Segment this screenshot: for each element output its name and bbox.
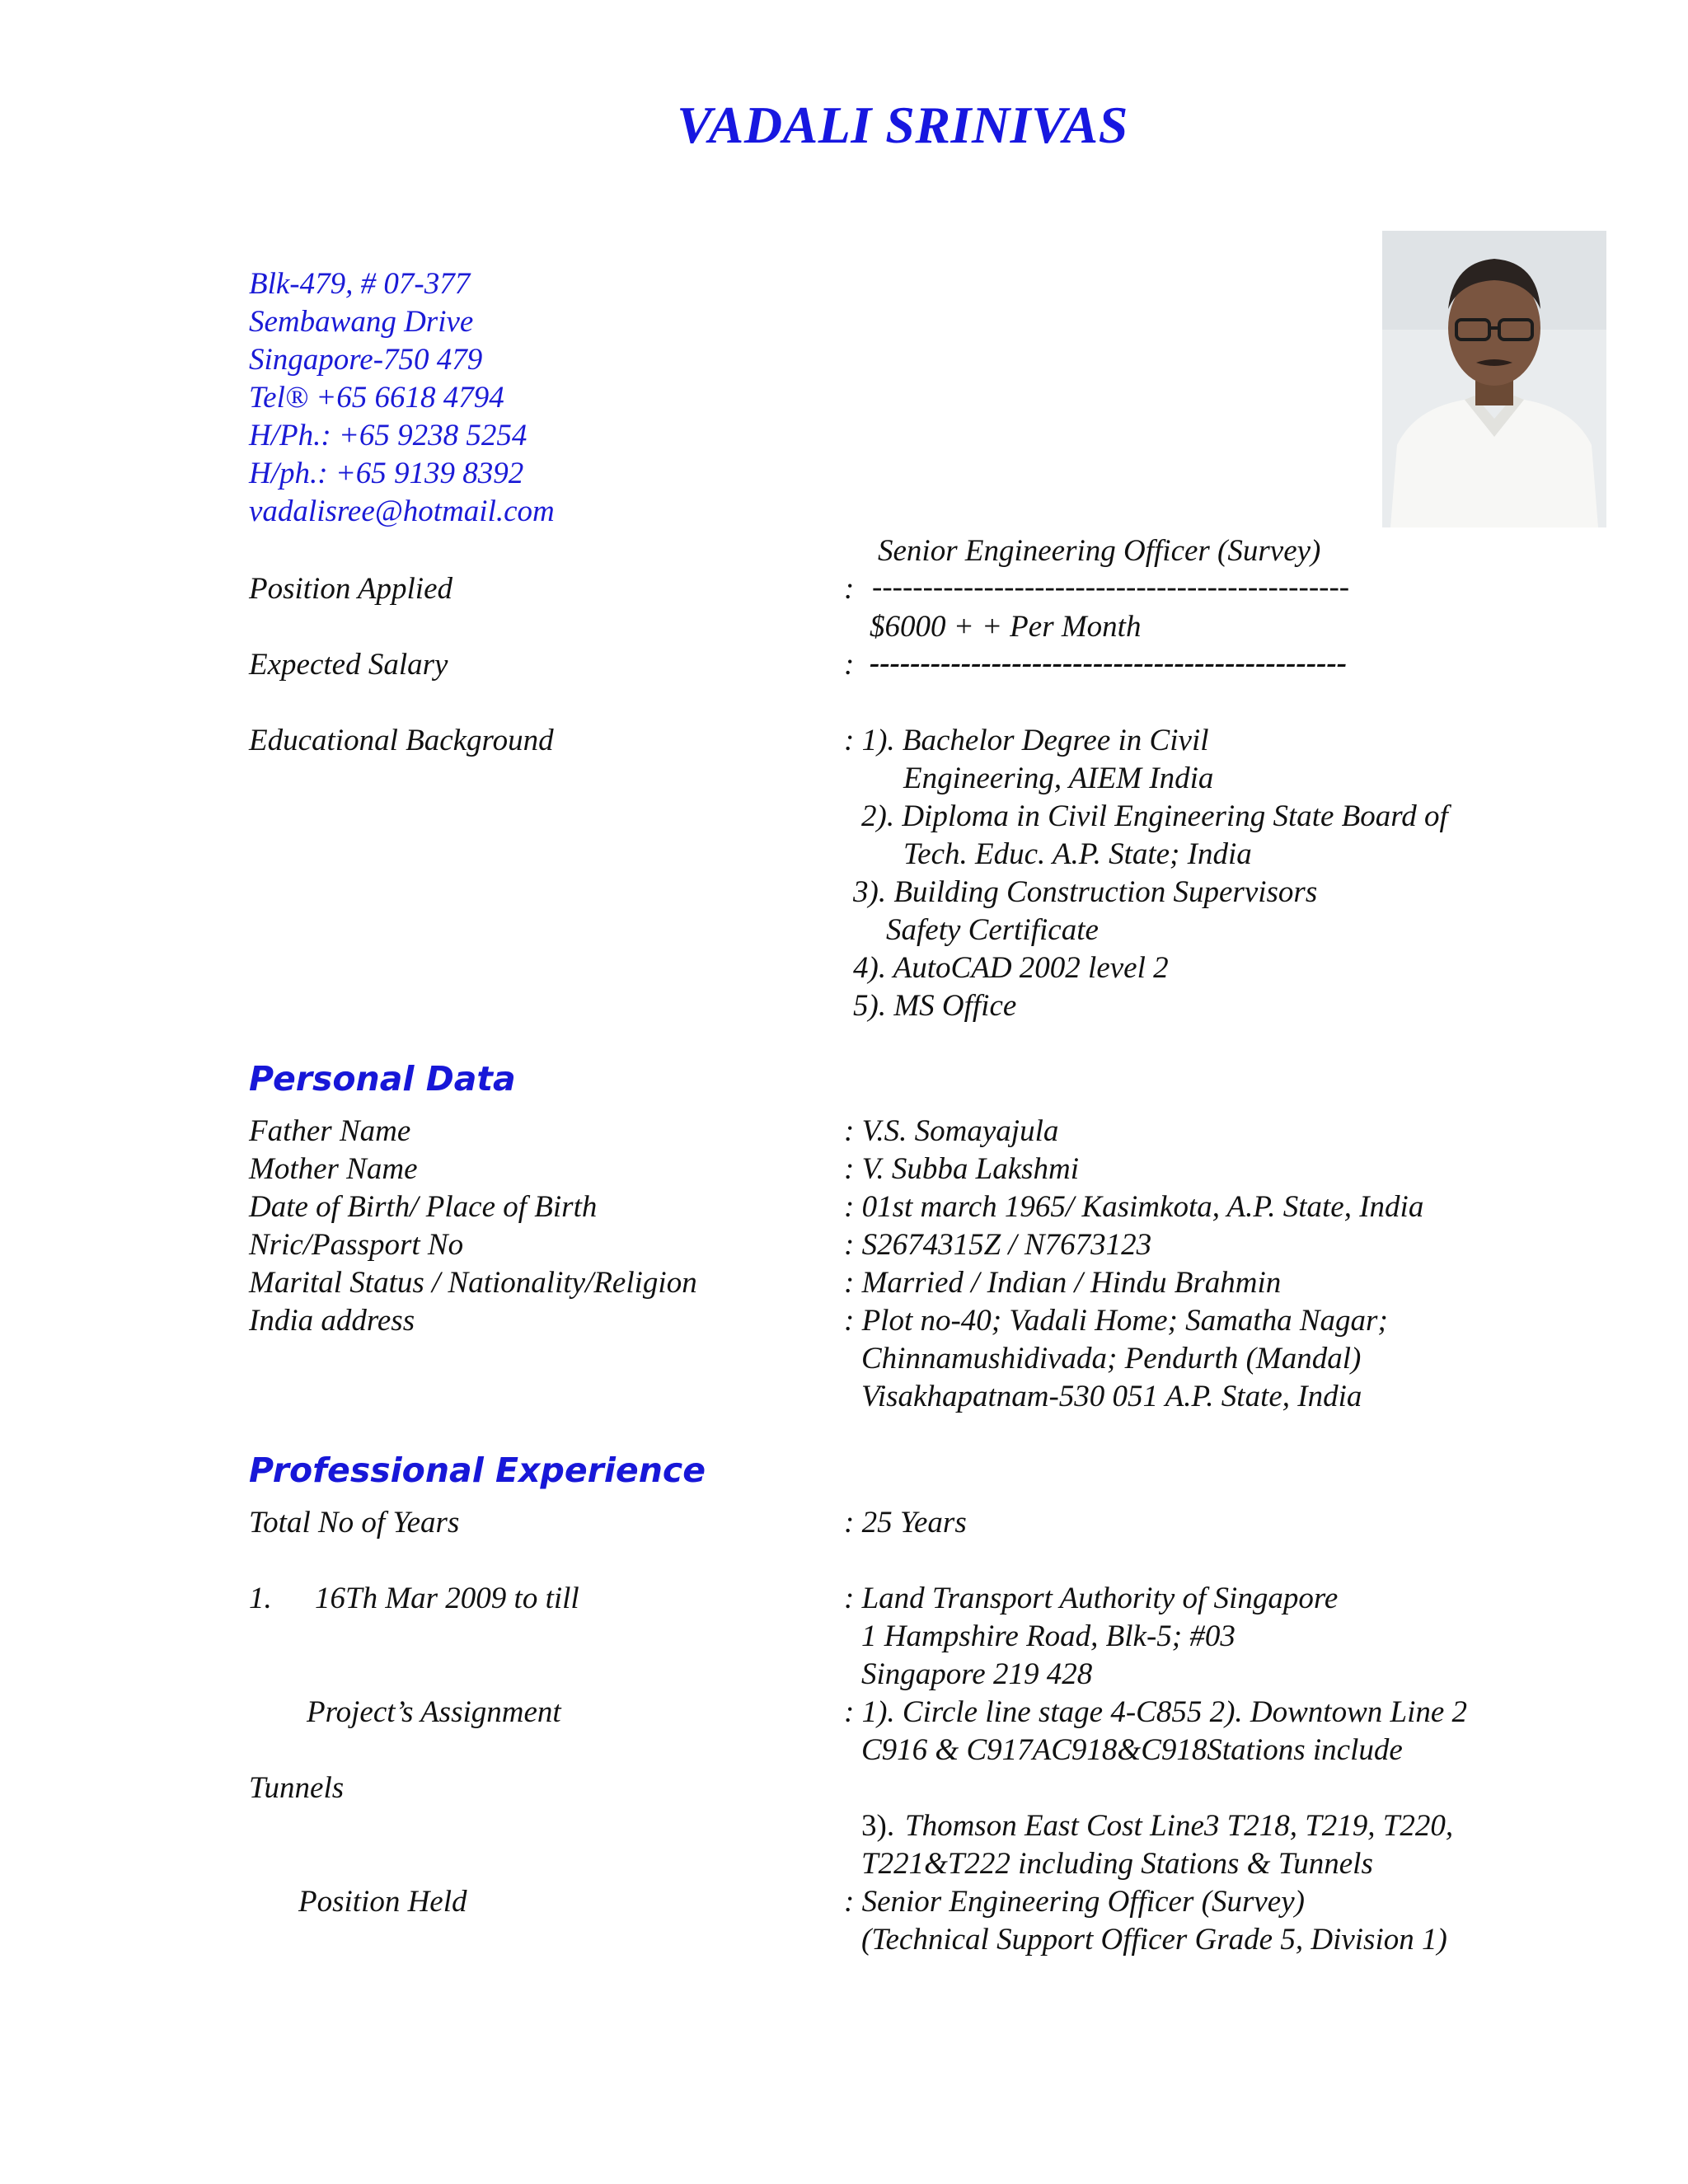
- education-label: Educational Background: [249, 724, 554, 757]
- education-line: Engineering, AIEM India: [903, 762, 1214, 795]
- personal-label: Date of Birth/ Place of Birth: [249, 1190, 598, 1224]
- personal-label: India address: [249, 1304, 415, 1338]
- address-line: Sembawang Drive: [249, 305, 474, 339]
- assignment-item3-number: 3).: [861, 1809, 895, 1843]
- personal-value: : 01st march 1965/ Kasimkota, A.P. State, India: [844, 1190, 1424, 1224]
- personal-value: : Plot no-40; Vadali Home; Samatha Nagar;: [844, 1304, 1388, 1338]
- expected-salary-label: Expected Salary: [249, 648, 448, 682]
- professional-experience-heading: Professional Experience: [249, 1451, 706, 1490]
- total-years-label: Total No of Years: [249, 1506, 460, 1540]
- employer-line: : Land Transport Authority of Singapore: [844, 1582, 1339, 1615]
- employer-line: Singapore 219 428: [861, 1657, 1093, 1691]
- total-years-value: : 25 Years: [844, 1506, 967, 1540]
- personal-label: Father Name: [249, 1114, 411, 1148]
- assignment-line: C916 & C917AC918&C918Stations include: [861, 1733, 1403, 1767]
- job-period: 16Th Mar 2009 to till: [315, 1582, 579, 1615]
- expected-salary-value: $6000 + + Per Month: [870, 610, 1142, 644]
- education-line: Safety Certificate: [886, 913, 1099, 947]
- position-held-line: (Technical Support Officer Grade 5, Division 1): [861, 1923, 1447, 1957]
- position-applied-dashes: -----------------------------------------------: [872, 570, 1350, 604]
- india-address-line: Chinnamushidivada; Pendurth (Mandal): [861, 1342, 1362, 1376]
- education-line: 5). MS Office: [853, 989, 1017, 1023]
- education-line: 4). AutoCAD 2002 level 2: [853, 951, 1169, 985]
- address-line: Singapore-750 479: [249, 343, 483, 377]
- assignment-line: : 1). Circle line stage 4-C855 2). Downtown Line 2: [844, 1695, 1468, 1729]
- position-held-line: : Senior Engineering Officer (Survey): [844, 1885, 1305, 1919]
- handphone-1: H/Ph.: +65 9238 5254: [249, 419, 528, 452]
- personal-value: : Married / Indian / Hindu Brahmin: [844, 1266, 1282, 1300]
- colon: :: [844, 572, 855, 606]
- contact-address-block: [249, 265, 555, 531]
- expected-salary-dashes: -----------------------------------------------: [870, 646, 1348, 680]
- position-applied-label: Position Applied: [249, 572, 453, 606]
- personal-label: Nric/Passport No: [249, 1228, 464, 1262]
- education-line: : 1). Bachelor Degree in Civil: [844, 724, 1209, 757]
- employer-line: 1 Hampshire Road, Blk-5; #03: [861, 1619, 1236, 1653]
- india-address-line: Visakhapatnam-530 051 A.P. State, India: [861, 1380, 1362, 1413]
- portrait-illustration: [1382, 231, 1606, 527]
- position-held-label: Position Held: [298, 1885, 467, 1919]
- personal-data-heading: Personal Data: [249, 1059, 516, 1099]
- education-line: Tech. Educ. A.P. State; India: [903, 837, 1252, 871]
- position-applied-value: Senior Engineering Officer (Survey): [878, 534, 1321, 568]
- resume-title: VADALI SRINIVAS: [677, 96, 1128, 154]
- education-line: 2). Diploma in Civil Engineering State Board of: [861, 799, 1448, 833]
- assignment-line: Thomson East Cost Line3 T218, T219, T220,: [905, 1809, 1454, 1843]
- handphone-2: H/ph.: +65 9139 8392: [249, 457, 524, 490]
- personal-label: Marital Status / Nationality/Religion: [249, 1266, 697, 1300]
- assignment-label: Project’s Assignment: [307, 1695, 561, 1729]
- job-number: 1.: [249, 1582, 272, 1615]
- telephone: Tel® +65 6618 4794: [249, 381, 504, 415]
- address-line: Blk-479, # 07-377: [249, 267, 471, 301]
- colon: :: [844, 648, 855, 682]
- tunnels-word: Tunnels: [249, 1771, 345, 1805]
- personal-label: Mother Name: [249, 1152, 418, 1186]
- profile-photo: [1382, 231, 1606, 527]
- assignment-line: T221&T222 including Stations & Tunnels: [861, 1847, 1373, 1881]
- personal-value: : V.S. Somayajula: [844, 1114, 1059, 1148]
- personal-value: : V. Subba Lakshmi: [844, 1152, 1080, 1186]
- personal-value: : S2674315Z / N7673123: [844, 1228, 1152, 1262]
- email-link[interactable]: vadalisree@hotmail.com: [249, 494, 555, 528]
- education-line: 3). Building Construction Supervisors: [853, 875, 1318, 909]
